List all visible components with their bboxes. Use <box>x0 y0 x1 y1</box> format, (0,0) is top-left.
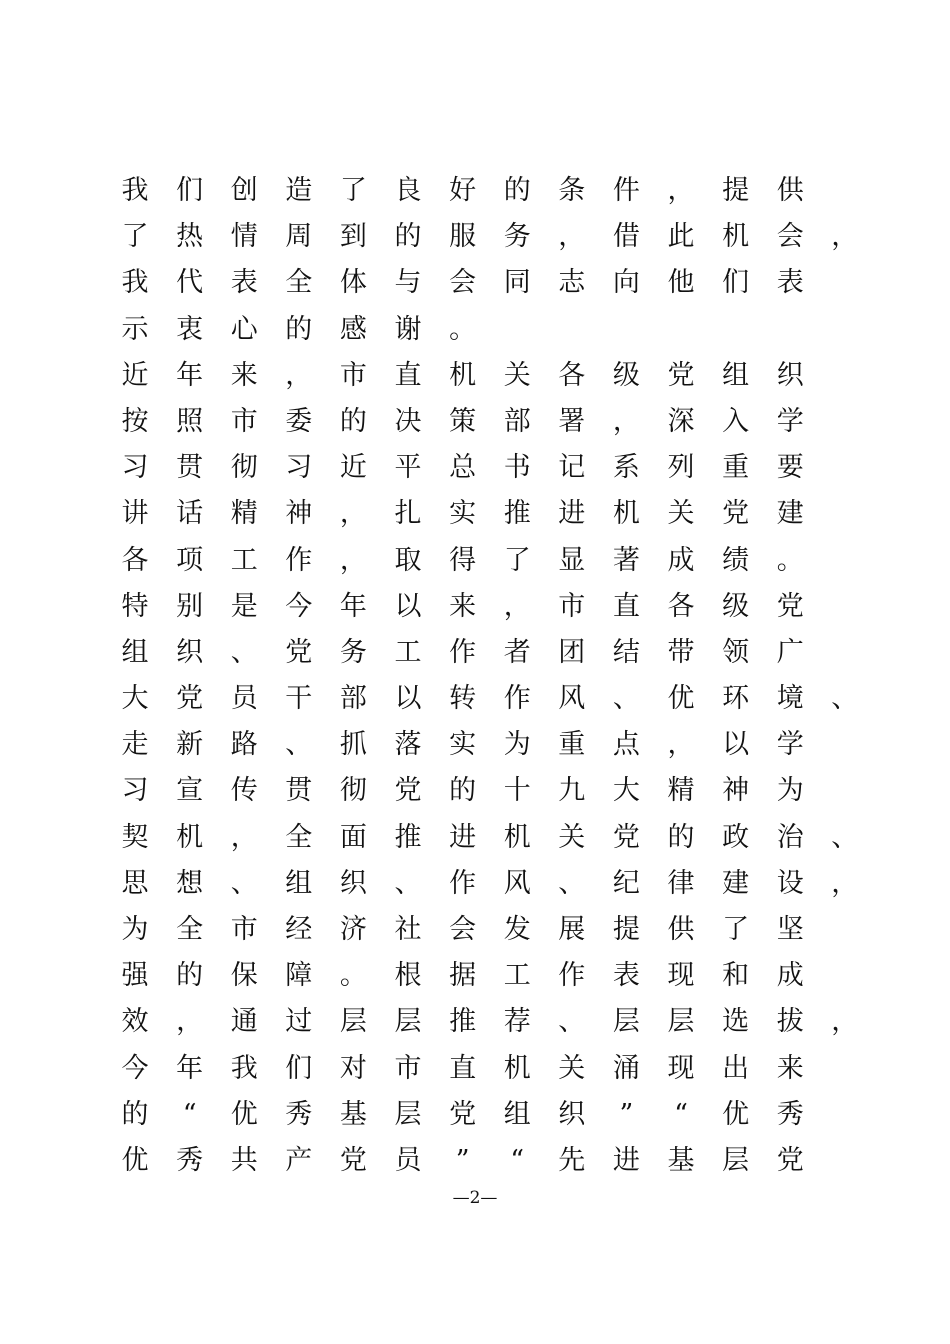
text-line: 我 代 表 全 体 与 会 同 志 向 他 们 表 <box>121 267 804 299</box>
text-line: 强 的 保 障 。 根 据 工 作 表 现 和 成 <box>121 960 804 992</box>
text-line: 讲 话 精 神 ， 扎 实 推 进 机 关 党 建 <box>121 498 804 530</box>
text-line: 效 ， 通 过 层 层 推 荐 、 层 层 选 拔 ， <box>121 1006 859 1038</box>
text-line: 按 照 市 委 的 决 策 部 署 ， 深 入 学 <box>121 405 804 437</box>
text-line: 了 热 情 周 到 的 服 务 ， 借 此 机 会 ， <box>121 221 859 253</box>
text-line: 的 “ 优 秀 基 层 党 组 织 ” “ 优 秀 <box>121 1098 804 1130</box>
text-line: 今 年 我 们 对 市 直 机 关 涌 现 出 来 <box>121 1052 804 1084</box>
text-line: 各 项 工 作 ， 取 得 了 显 著 成 绩 。 <box>121 544 804 576</box>
text-line: 我 们 创 造 了 良 好 的 条 件 ， 提 供 <box>121 175 804 206</box>
text-line: 大 党 员 干 部 以 转 作 风 、 优 环 境 、 <box>121 683 859 715</box>
text-line: 为 全 市 经 济 社 会 发 展 提 供 了 坚 <box>121 914 804 945</box>
text-line: 习 宣 传 贯 彻 党 的 十 九 大 精 神 为 <box>121 775 804 807</box>
text-line: 走 新 路 、 抓 落 实 为 重 点 ， 以 学 <box>121 729 804 761</box>
text-line: 示 衷 心 的 感 谢 。 <box>121 313 477 345</box>
page-number: —2— <box>452 1188 498 1208</box>
text-line: 特 别 是 今 年 以 来 ， 市 直 各 级 党 <box>121 590 804 622</box>
body-text <box>120 168 880 1184</box>
text-line: 优 秀 共 产 党 员 ” “ 先 进 基 层 党 <box>121 1144 804 1176</box>
text-line: 近 年 来 ， 市 直 机 关 各 级 党 组 织 <box>121 359 804 391</box>
text-line: 组 织 、 党 务 工 作 者 团 结 带 领 广 <box>121 636 804 668</box>
text-line: 思 想 、 组 织 、 作 风 、 纪 律 建 设 ， <box>121 867 859 899</box>
text-line: 习 贯 彻 习 近 平 总 书 记 系 列 重 要 <box>121 452 804 484</box>
text-line: 契 机 ， 全 面 推 进 机 关 党 的 政 治 、 <box>121 821 859 853</box>
